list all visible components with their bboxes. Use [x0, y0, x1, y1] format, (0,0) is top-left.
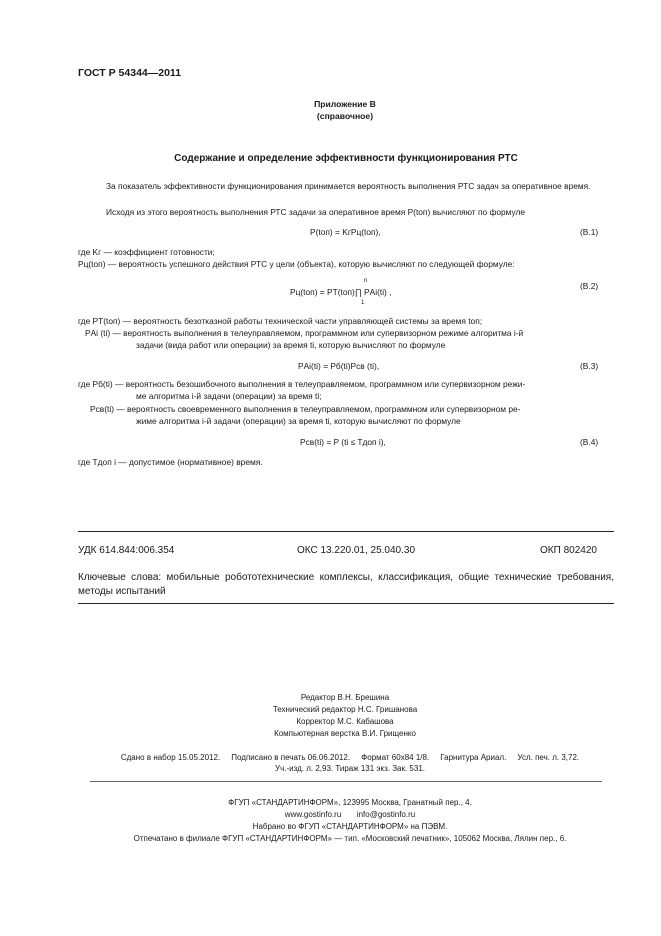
def-kg: где Kг — коэффициент готовности; [78, 247, 215, 257]
appendix-subtitle: (справочное) [316, 111, 374, 121]
formula-b2-number: (В.2) [580, 281, 599, 291]
def-tdop: где Tдоп i — допустимое (нормативное) время. [78, 457, 263, 467]
paragraph-2 [78, 206, 614, 218]
formula-b4: Pсв(ti) = P (ti ≤ Tдоп i), [300, 437, 386, 447]
formula-b4-number: (В.4) [580, 437, 599, 447]
def-pai-line2: задачи (вида работ или операции) за время ti, которую вычисляют по формуле [136, 340, 446, 350]
publisher-address: ФГУП «СТАНДАРТИНФОРМ», 123995 Москва, Гранатный пер., 4. [228, 798, 472, 807]
formula-b1-number: (В.1) [580, 227, 599, 237]
formula-b1: P(tоп) = KгPц(tоп), [310, 227, 381, 237]
publisher-web: www.gostinfo.ru info@gostinfo.ru [284, 810, 416, 819]
section-title: Содержание и определение эффективности функционирования РТС [174, 153, 518, 164]
keywords: Ключевые слова: мобильные робототехнические комплексы, классификация, общие технические требования, методы испытаний [78, 572, 614, 597]
formula-b3: PАi(ti) = Pб(ti)Pсв (ti), [298, 361, 380, 371]
imprint-line1: Сдано в набор 15.05.2012. Подписано в печать 06.06.2012. Формат 60х84 1/8. Гарнитура Ариал. Усл. печ. л. 3,72. [120, 753, 580, 762]
credit-tech-editor: Технический редактор Н.С. Гришанова [272, 705, 418, 714]
product-upper-limit: n [364, 278, 368, 284]
paragraph-1: За показатель эффективности функционирования принимается вероятность выполнения РТС задач за оперативное время. [106, 181, 591, 191]
credit-layout: Компьютерная верстка В.И. Грищенко [274, 729, 416, 738]
keywords-rule [78, 603, 614, 604]
def-pt: где PТ(tоп) — вероятность безотказной работы технической части управляющей системы за время tоп; [78, 316, 483, 326]
paragraph-2-text: Исходя из этого вероятность выполнения РТС задачи за оперативное время P(tоп) вычисляют по формуле [106, 207, 526, 217]
udk-code: УДК 614.844:006.354 [78, 545, 175, 556]
formula-b2: Pц(tоп) = PТ(tоп)∏ PАi(ti) , [290, 287, 392, 297]
def-pai-line1: PАi (ti) — вероятность выполнения в телеуправляемом, программном или супервизорном режиме алгоритма i-й [85, 328, 524, 338]
appendix-title: Приложение В [314, 99, 376, 109]
okp-code: ОКП 802420 [540, 545, 597, 556]
standard-header: ГОСТ Р 54344—2011 [78, 67, 182, 79]
imprint-rule [90, 781, 602, 782]
top-rule [78, 531, 614, 532]
credit-editor: Редактор В.Н. Брешина [300, 693, 390, 702]
def-pb-line1: где Pб(ti) — вероятность безошибочного выполнения в телеуправляемом, программном или супервизорном режи- [78, 379, 526, 389]
publisher-typeset: Набрано во ФГУП «СТАНДАРТИНФОРМ» на ПЭВМ. [252, 822, 448, 831]
def-psv-line2: жиме алгоритма i-й задачи (операции) за время ti, которую вычисляют по формуле [136, 416, 461, 426]
credit-corrector: Корректор М.С. Кабашова [296, 717, 394, 726]
def-pc: Pц(tоп) — вероятность успешного действия РТС у цели (объекта), которую вычисляют по следующей формуле: [78, 259, 515, 269]
formula-b3-number: (В.3) [580, 361, 599, 371]
product-lower-limit: 1 [361, 300, 365, 306]
def-psv-line1: Pсв(ti) — вероятность своевременного выполнения в телеуправляемом, программном или супервизорном ре- [90, 404, 521, 414]
imprint-line2: Уч.-изд. л. 2,93. Тираж 131 экз. Зак. 531. [275, 764, 425, 773]
def-pb-line2: ме алгоритма i-й задачи (операции) за время ti; [136, 391, 322, 401]
oks-code: ОКС 13.220.01, 25.040.30 [297, 545, 416, 556]
publisher-printed: Отпечатано в филиале ФГУП «СТАНДАРТИНФОРМ» — тип. «Московский печатник», 105062 Москва, Лялин пер., 6. [133, 834, 567, 843]
